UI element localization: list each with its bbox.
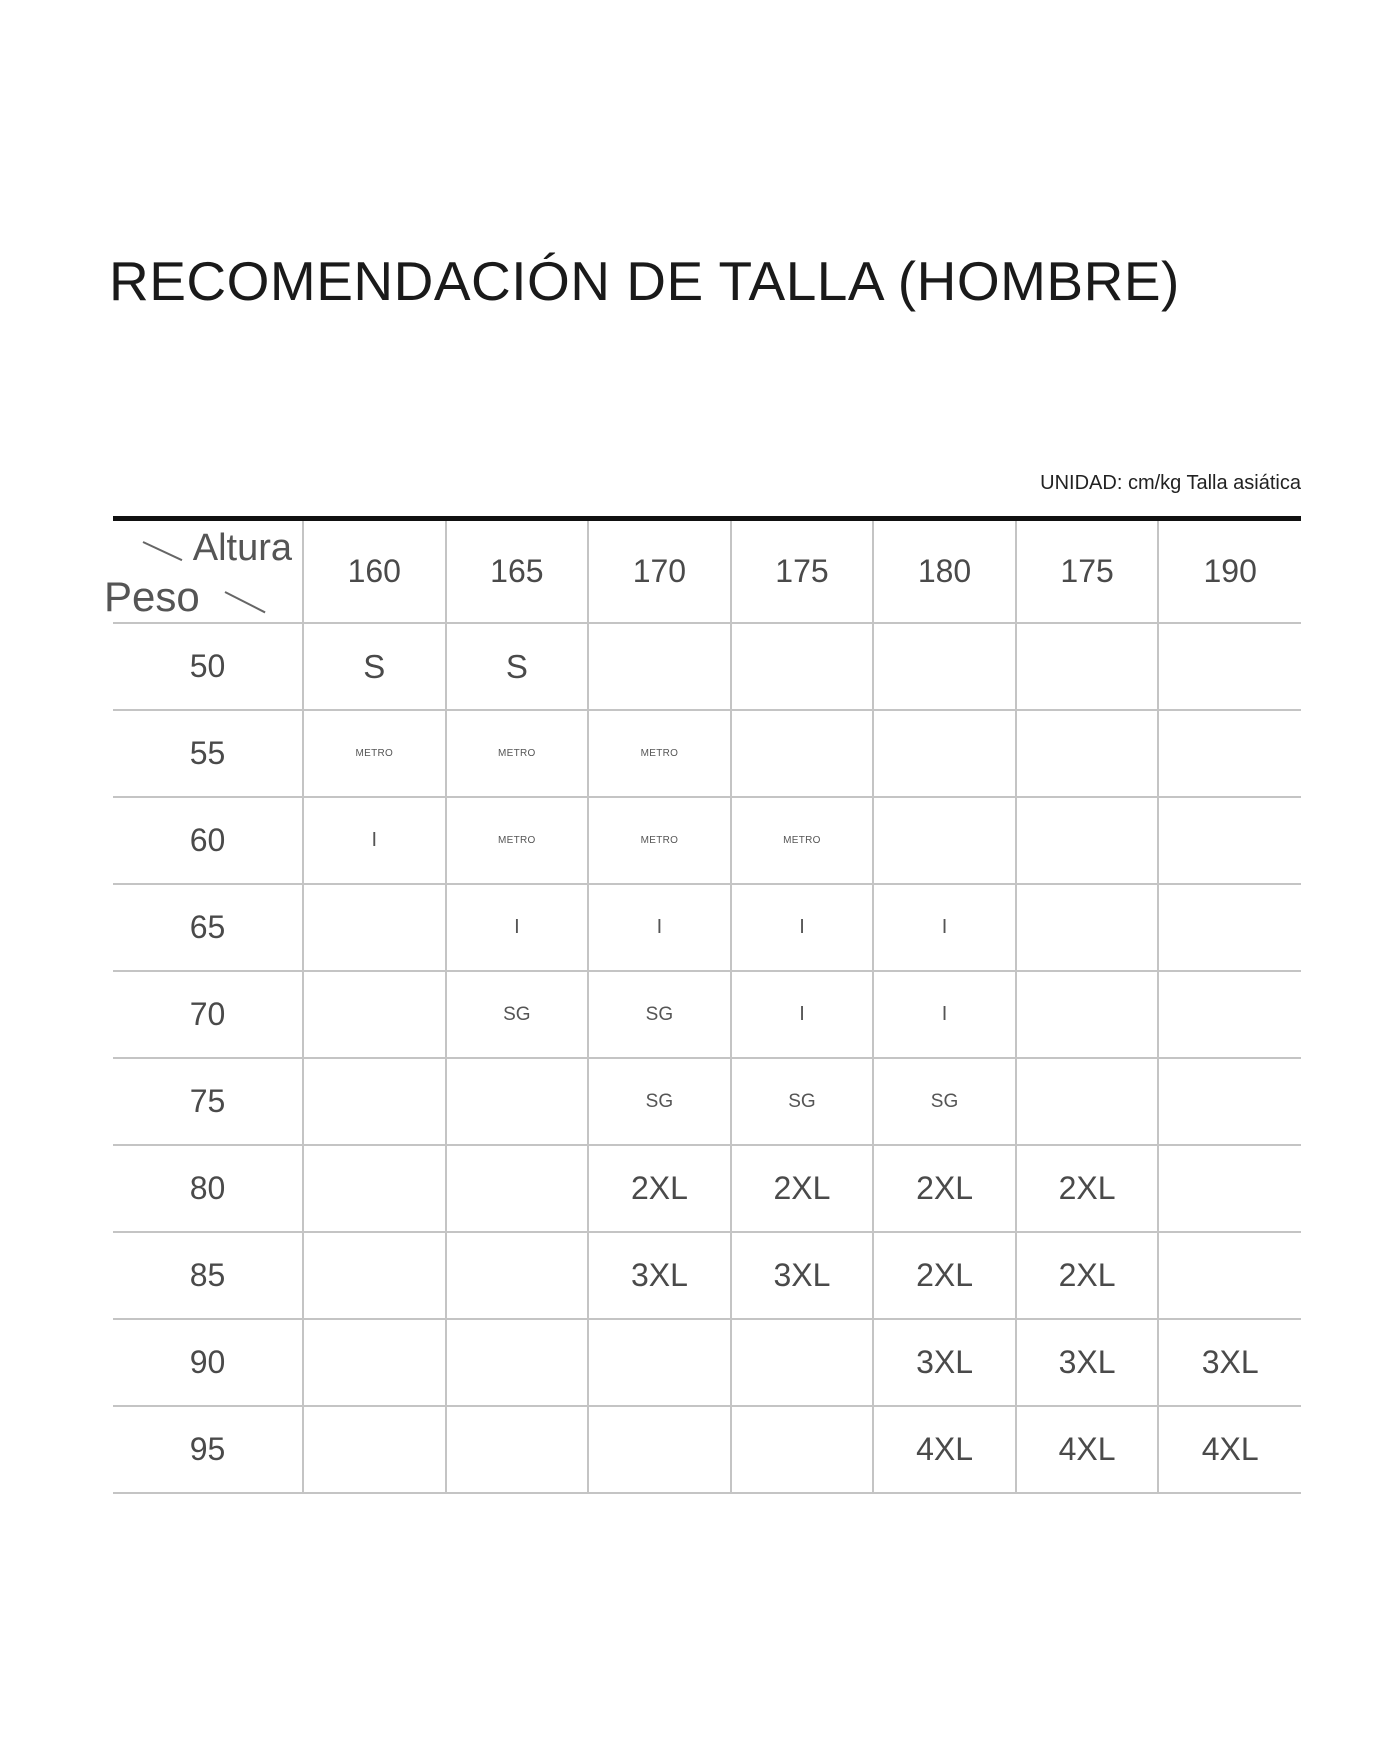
size-cell <box>731 1406 874 1493</box>
size-cell <box>303 1058 446 1145</box>
size-cell <box>1016 797 1159 884</box>
size-cell <box>1016 971 1159 1058</box>
size-cell: 4XL <box>873 1406 1016 1493</box>
size-cell: METRO <box>588 710 731 797</box>
size-chart-table <box>104 516 1301 1494</box>
weight-axis-label: Peso <box>104 573 200 620</box>
table-row <box>113 884 1301 971</box>
weight-row-header: 55 <box>113 710 303 797</box>
size-cell: 4XL <box>1158 1406 1301 1493</box>
table-row <box>113 1232 1301 1319</box>
size-cell: 2XL <box>1016 1145 1159 1232</box>
diagonal-divider <box>143 541 183 561</box>
size-cell: 4XL <box>1016 1406 1159 1493</box>
size-cell: SG <box>588 971 731 1058</box>
size-cell: SG <box>446 971 589 1058</box>
size-cell <box>873 710 1016 797</box>
weight-row-header: 80 <box>113 1145 303 1232</box>
size-cell <box>588 623 731 710</box>
size-cell <box>303 884 446 971</box>
table-row <box>113 1406 1301 1493</box>
size-cell <box>873 797 1016 884</box>
size-cell <box>1158 1232 1301 1319</box>
size-cell: 3XL <box>873 1319 1016 1406</box>
size-cell: SG <box>873 1058 1016 1145</box>
corner-header <box>104 519 303 624</box>
size-cell: SG <box>588 1058 731 1145</box>
size-cell <box>1158 1145 1301 1232</box>
size-cell: I <box>873 884 1016 971</box>
weight-row-header: 85 <box>113 1232 303 1319</box>
size-cell: I <box>731 884 874 971</box>
diagonal-divider <box>225 591 266 613</box>
size-cell: 2XL <box>588 1145 731 1232</box>
size-cell <box>303 1145 446 1232</box>
size-cell <box>1158 623 1301 710</box>
size-cell <box>1158 971 1301 1058</box>
size-cell: 2XL <box>1016 1232 1159 1319</box>
size-cell <box>588 1406 731 1493</box>
height-column-header: 175 <box>731 519 874 624</box>
height-column-header: 180 <box>873 519 1016 624</box>
height-column-header: 190 <box>1158 519 1301 624</box>
size-cell <box>446 1145 589 1232</box>
size-cell <box>731 710 874 797</box>
height-column-header: 170 <box>588 519 731 624</box>
table-row <box>113 971 1301 1058</box>
height-column-header: 165 <box>446 519 589 624</box>
page-title: RECOMENDACIÓN DE TALLA (HOMBRE) <box>109 250 1180 312</box>
size-rows <box>113 623 1301 1493</box>
table-row <box>113 1058 1301 1145</box>
size-cell: I <box>731 971 874 1058</box>
table-row <box>113 623 1301 710</box>
table-row <box>113 797 1301 884</box>
size-cell <box>1016 1058 1159 1145</box>
unit-note: UNIDAD: cm/kg Talla asiática <box>1040 472 1301 494</box>
size-cell <box>1016 623 1159 710</box>
size-cell <box>303 971 446 1058</box>
size-cell <box>731 1319 874 1406</box>
size-cell: I <box>446 884 589 971</box>
weight-row-header: 65 <box>113 884 303 971</box>
weight-row-header: 75 <box>113 1058 303 1145</box>
height-column-header: 160 <box>303 519 446 624</box>
size-cell: METRO <box>446 797 589 884</box>
size-cell: 3XL <box>731 1232 874 1319</box>
size-cell <box>588 1319 731 1406</box>
size-cell <box>1016 884 1159 971</box>
size-cell <box>446 1058 589 1145</box>
size-cell <box>303 1319 446 1406</box>
size-cell: METRO <box>731 797 874 884</box>
size-cell <box>1158 797 1301 884</box>
weight-row-header: 50 <box>113 623 303 710</box>
size-cell: 3XL <box>588 1232 731 1319</box>
size-cell <box>1158 710 1301 797</box>
size-cell: I <box>588 884 731 971</box>
size-cell <box>303 1232 446 1319</box>
size-cell <box>731 623 874 710</box>
size-cell: 2XL <box>731 1145 874 1232</box>
size-cell: I <box>303 797 446 884</box>
size-cell: 3XL <box>1158 1319 1301 1406</box>
size-cell <box>1016 710 1159 797</box>
size-cell <box>303 1406 446 1493</box>
size-cell: 2XL <box>873 1145 1016 1232</box>
size-cell: METRO <box>588 797 731 884</box>
height-header-row <box>113 519 1301 624</box>
size-cell: S <box>303 623 446 710</box>
weight-row-header: 60 <box>113 797 303 884</box>
weight-row-header: 70 <box>113 971 303 1058</box>
size-cell: METRO <box>446 710 589 797</box>
size-cell <box>446 1319 589 1406</box>
size-cell <box>446 1406 589 1493</box>
size-cell <box>446 1232 589 1319</box>
weight-row-header: 90 <box>113 1319 303 1406</box>
height-column-header: 175 <box>1016 519 1159 624</box>
size-cell <box>1158 884 1301 971</box>
size-cell: 2XL <box>873 1232 1016 1319</box>
table-row <box>113 1145 1301 1232</box>
size-cell: METRO <box>303 710 446 797</box>
size-cell: 3XL <box>1016 1319 1159 1406</box>
size-cell: I <box>873 971 1016 1058</box>
size-cell <box>873 623 1016 710</box>
table-row <box>113 1319 1301 1406</box>
size-cell: SG <box>731 1058 874 1145</box>
weight-row-header: 95 <box>113 1406 303 1493</box>
size-cell: S <box>446 623 589 710</box>
height-axis-label: Altura <box>192 527 292 569</box>
table-row <box>113 710 1301 797</box>
size-cell <box>1158 1058 1301 1145</box>
